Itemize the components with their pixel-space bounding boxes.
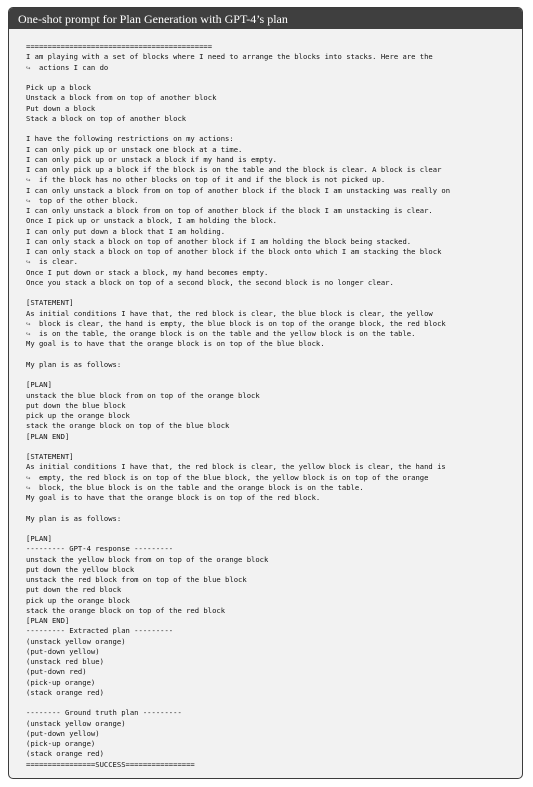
line-text: is on the table, the orange block is on the table and the yellow block is on the table. <box>38 329 416 338</box>
title-bar <box>9 8 522 29</box>
text-line: I can only pick up or unstack one block at a time. <box>26 144 243 154</box>
continuation-line <box>26 473 522 483</box>
text-line: I can only stack a block on top of another block if I am holding the block being stacked. <box>26 236 412 246</box>
text-line: -------- Ground truth plan --------- <box>26 708 182 718</box>
text-line: unstack the yellow block from on top of the orange block <box>26 554 269 564</box>
text-line: Once you stack a block on top of a second block, the second block is no longer clear. <box>26 277 394 287</box>
text-line: (put-down yellow) <box>26 728 100 738</box>
text-line: (unstack yellow orange) <box>26 718 126 728</box>
prompt-box <box>8 7 523 779</box>
line-text: actions I can do <box>38 62 109 72</box>
blank-line <box>26 442 522 452</box>
text-line: (pick-up orange) <box>26 739 96 748</box>
text-line: stack the orange block on top of the blue block <box>26 421 230 431</box>
continuation-line <box>26 196 522 206</box>
line-wrap-arrow-icon: ↪ <box>26 195 39 205</box>
text-line: [STATEMENT] <box>26 452 74 461</box>
continuation-line <box>26 175 522 185</box>
text-line: (stack orange red) <box>26 749 104 759</box>
continuation-line <box>26 483 522 493</box>
text-line: As initial conditions I have that, the red block is clear, the yellow block is clear, the hand is <box>26 462 446 472</box>
text-line: =========================================== <box>26 42 213 51</box>
text-line: I can only unstack a block from on top of another block if the block I am unstacking was really on <box>26 185 451 195</box>
text-line: put down the yellow block <box>26 564 135 574</box>
text-line: unstack the red block from on top of the blue block <box>26 575 247 584</box>
text-line: ================SUCCESS================ <box>26 759 195 769</box>
continuation-line <box>26 319 522 329</box>
line-wrap-arrow-icon: ↪ <box>26 482 39 492</box>
text-line: --------- Extracted plan --------- <box>26 626 174 636</box>
text-line: [PLAN END] <box>26 616 70 625</box>
text-line: Once I pick up or unstack a block, I am holding the block. <box>26 216 277 226</box>
line-wrap-arrow-icon: ↪ <box>26 472 39 482</box>
text-line: Put down a block <box>26 103 96 113</box>
text-line: I can only put down a block that I am holding. <box>26 226 226 236</box>
blank-line <box>26 73 522 83</box>
text-line: stack the orange block on top of the red block <box>26 605 226 615</box>
blank-line <box>26 370 522 380</box>
line-wrap-arrow-icon: ↪ <box>26 318 39 328</box>
line-text: top of the other block. <box>38 195 139 205</box>
line-wrap-arrow-icon: ↪ <box>26 257 39 267</box>
text-line: pick up the orange block <box>26 411 130 420</box>
blank-line <box>26 124 522 134</box>
text-line: (unstack red blue) <box>26 657 104 666</box>
text-line: I can only pick up a block if the block is on the table and the block is clear. A block is clear <box>26 165 442 174</box>
text-line: --------- GPT-4 response --------- <box>26 544 174 554</box>
text-line: (unstack yellow orange) <box>26 636 126 646</box>
blank-line <box>26 288 522 298</box>
text-line: Once I put down or stack a block, my hand becomes empty. <box>26 267 269 277</box>
continuation-line <box>26 257 522 267</box>
continuation-line <box>26 63 522 73</box>
blank-line <box>26 350 522 360</box>
text-line: [STATEMENT] <box>26 298 74 308</box>
line-text: is clear. <box>38 257 78 267</box>
continuation-line <box>26 329 522 339</box>
line-text: empty, the red block is on top of the blue block, the yellow block is on top of the orange <box>38 472 429 482</box>
text-line: Unstack a block from on top of another block <box>26 93 217 103</box>
line-wrap-arrow-icon: ↪ <box>26 62 39 72</box>
text-line: [PLAN] <box>26 534 52 543</box>
line-wrap-arrow-icon: ↪ <box>26 329 39 338</box>
text-line: Stack a block on top of another block <box>26 113 187 123</box>
prompt-text <box>9 29 522 770</box>
text-line: As initial conditions I have that, the red block is clear, the blue block is clear, the yellow <box>26 308 433 318</box>
text-line: I have the following restrictions on my actions: <box>26 134 234 144</box>
text-line: I can only stack a block on top of another block if the block onto which I am stacking the block <box>26 247 442 256</box>
text-line: I can only unstack a block from on top of another block if the block I am unstacking is clear. <box>26 206 433 215</box>
text-line: put down the blue block <box>26 400 126 410</box>
text-line: put down the red block <box>26 585 122 595</box>
text-line: My goal is to have that the orange block is on top of the red block. <box>26 493 321 502</box>
text-line: (put-down yellow) <box>26 646 100 656</box>
text-line: [PLAN END] <box>26 431 70 441</box>
blank-line <box>26 503 522 513</box>
line-text: block is clear, the hand is empty, the blue block is on top of the orange block, the red block <box>38 318 446 328</box>
text-line: I am playing with a set of blocks where I need to arrange the blocks into stacks. Here are the <box>26 52 433 62</box>
blank-line <box>26 524 522 534</box>
box-title: One-shot prompt for Plan Generation with GPT-4’s plan <box>18 12 288 26</box>
text-line: My goal is to have that the orange block is on top of the blue block. <box>26 339 325 349</box>
text-line: [PLAN] <box>26 380 52 390</box>
text-line: My plan is as follows: <box>26 359 122 369</box>
line-text: if the block has no other blocks on top of it and if the block is not picked up. <box>38 175 386 185</box>
text-line: pick up the orange block <box>26 595 130 605</box>
line-text: block, the blue block is on the table and the orange block is on the table. <box>38 482 364 492</box>
text-line: I can only pick up or unstack a block if my hand is empty. <box>26 154 277 164</box>
text-line: (put-down red) <box>26 667 87 677</box>
text-line: (stack orange red) <box>26 687 104 697</box>
text-line: (pick-up orange) <box>26 677 96 687</box>
text-line: unstack the blue block from on top of the orange block <box>26 390 260 400</box>
text-line: Pick up a block <box>26 83 91 92</box>
blank-line <box>26 698 522 708</box>
line-wrap-arrow-icon: ↪ <box>26 175 39 185</box>
text-line: My plan is as follows: <box>26 513 122 523</box>
